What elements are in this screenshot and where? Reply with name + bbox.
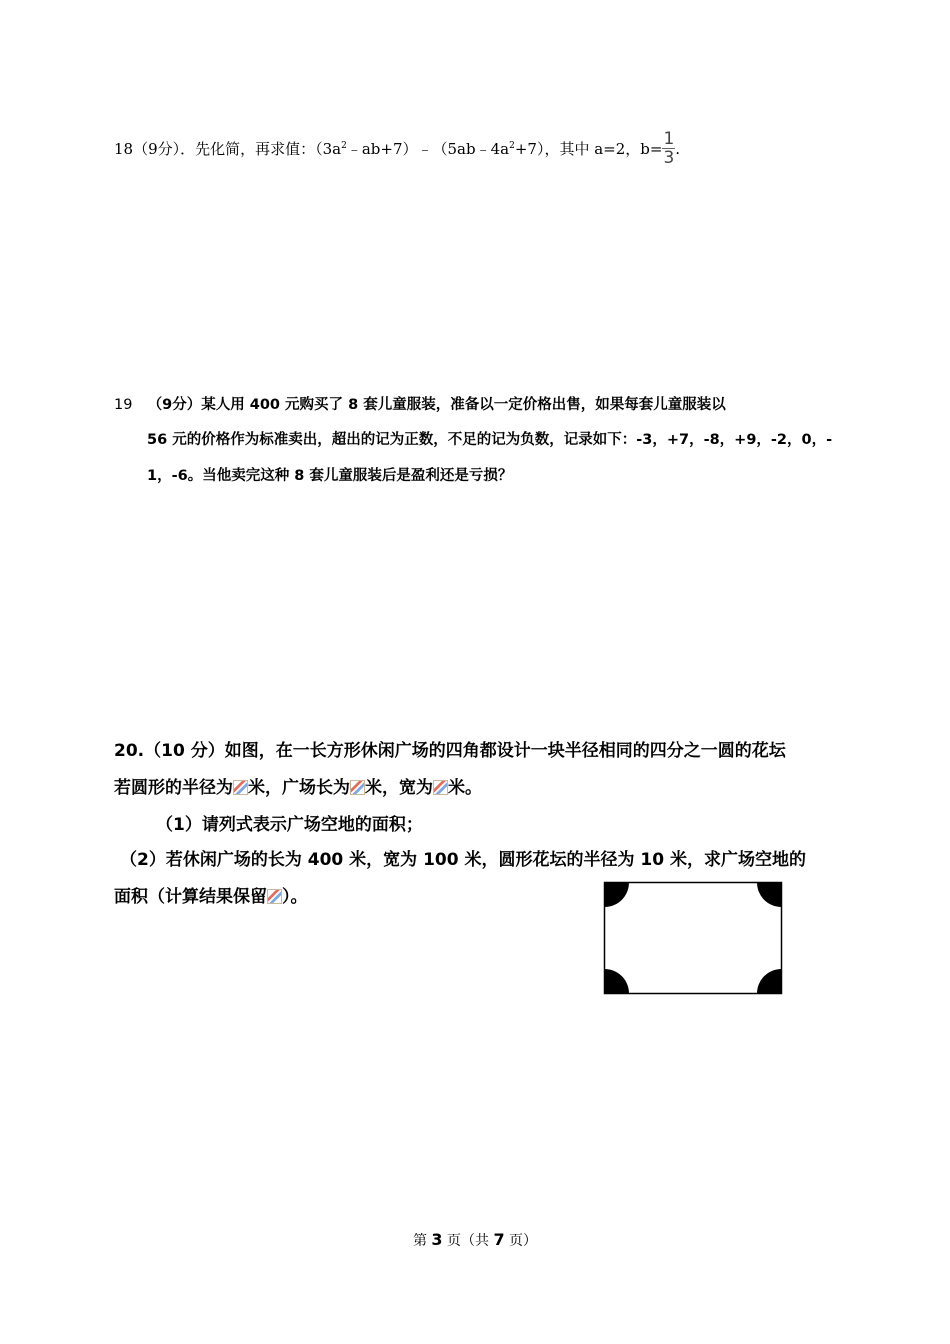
question-19-line-2: 56 元的价格作为标准卖出，超出的记为正数，不足的记为负数，记录如下：-3，+7，-8，+9，-2，0，- <box>147 432 833 448</box>
broken-image-icon <box>350 780 365 795</box>
q18-fraction <box>662 130 675 167</box>
q18-period: . <box>675 140 681 158</box>
broken-image-icon <box>433 780 448 795</box>
broken-image-icon <box>233 780 248 795</box>
q18-exponent-1: 2 <box>341 141 347 151</box>
q19-number: 19 <box>114 397 133 413</box>
q18-fraction-denominator: 3 <box>663 147 675 168</box>
question-20-line-1: 20.（10 分）如图，在一长方形休闲广场的四角都设计一块半径相同的四分之一圆的花坛 <box>114 741 786 761</box>
q20-area-label: 面积（计算结果保留 <box>114 887 267 907</box>
q20-width-label: 米，宽为 <box>365 778 433 798</box>
question-20-part-2: （2）若休闲广场的长为 400 米，宽为 100 米，圆形花坛的半径为 10 米，求广场空地的 <box>120 850 806 870</box>
question-18 <box>114 128 681 168</box>
q18-text-b: ﹣ab+7）﹣（5ab﹣4a <box>346 140 510 158</box>
footer-page-number: 3 <box>431 1230 443 1249</box>
broken-image-icon <box>267 889 282 904</box>
question-19-line-1 <box>114 393 726 414</box>
footer-post: 页） <box>504 1233 538 1249</box>
footer-total-pages: 7 <box>493 1230 505 1249</box>
plaza-rectangle <box>605 883 782 994</box>
footer-mid: 页（共 <box>442 1233 494 1249</box>
footer-pre: 第 <box>412 1233 432 1249</box>
page-footer <box>0 1230 950 1250</box>
question-20-part-1: （1）请列式表示广场空地的面积； <box>156 815 423 835</box>
question-20-part-2-cont <box>114 882 308 907</box>
q20-length-label: 米，广场长为 <box>248 778 350 798</box>
q20-radius-label: 若圆形的半径为 <box>114 778 233 798</box>
q18-exponent-2: 2 <box>509 141 515 151</box>
q18-text-c: +7），其中 a=2，b= <box>514 140 663 158</box>
question-20-line-2 <box>114 773 482 798</box>
q19-line1: （9分）某人用 400 元购买了 8 套儿童服装，准备以一定价格出售，如果每套儿童服装以 <box>147 397 726 413</box>
q20-area-end: ）。 <box>282 887 308 907</box>
q20-unit-label: 米。 <box>448 778 482 798</box>
q18-fraction-numerator: 1 <box>663 128 675 149</box>
plaza-figure <box>603 881 783 995</box>
q18-text-a: 18（9分）．先化简，再求值：（3a <box>114 140 342 158</box>
question-19-line-3: 1，-6。当他卖完这种 8 套儿童服装后是盈利还是亏损？ <box>147 468 513 484</box>
